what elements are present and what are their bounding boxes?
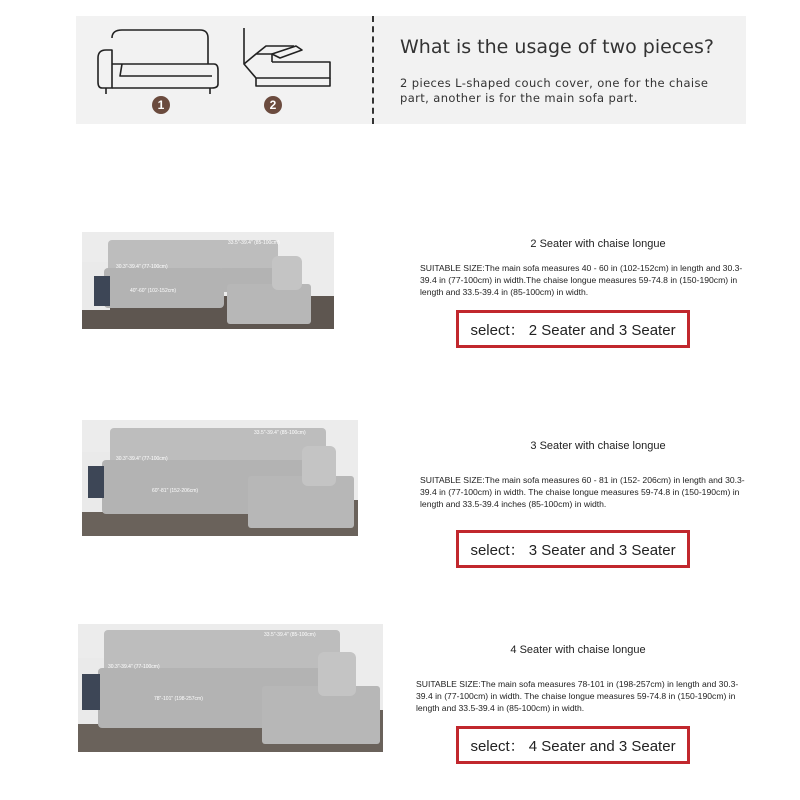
row-desc-4-seater: SUITABLE SIZE:The main sofa measures 78-101 in (198-257cm) in length and 30.3-39.4 in (77-100cm) in width. The chaise longue measures 59-74.8 in (150-190cm) in length and 33.5-39.4 in (85-100cm) in width. xyxy=(416,679,739,713)
depth-label: 30.3"-39.4" (77-100cm) xyxy=(116,456,168,462)
sofa-photo-4-seater xyxy=(78,624,383,752)
dashed-divider xyxy=(372,16,374,124)
usage-banner xyxy=(76,16,746,124)
depth-label: 30.3"-39.4" (77-100cm) xyxy=(108,664,160,670)
select-3-seater-button[interactable]: select： 3 Seater and 3 Seater xyxy=(456,530,690,568)
row-title-3-seater: 3 Seater with chaise longue xyxy=(530,440,666,452)
select-2-seater-button[interactable]: select： 2 Seater and 3 Seater xyxy=(456,310,690,348)
chaise-label: 33.5"-39.4" (85-100cm) xyxy=(228,240,280,246)
chaise-label: 33.5"-39.4" (85-100cm) xyxy=(264,632,316,638)
row-desc-2-seater: SUITABLE SIZE:The main sofa measures 40 - 60 in (102-152cm) in length and 30.3-39.4 in (77-100cm) in width.The chaise longue measures 59-74.8 in (150-190cm) in length and 33.5-39.4 in (85-100cm) in width. xyxy=(420,263,743,297)
length-label: 78"-101" (198-257cm) xyxy=(154,696,203,702)
length-label: 60"-81" (152-206cm) xyxy=(152,488,199,494)
depth-label: 30.3"-39.4" (77-100cm) xyxy=(116,264,168,270)
banner-description: 2 pieces L-shaped couch cover, one for the chaise part, another is for the main sofa part. xyxy=(400,76,709,105)
sofa-photo-3-seater xyxy=(82,420,358,536)
chaise-label: 33.5"-39.4" (85-100cm) xyxy=(254,430,306,436)
chaise-line-drawing xyxy=(236,24,336,94)
sofa-photo-2-seater xyxy=(82,232,334,329)
length-label: 40"-60" (102-152cm) xyxy=(130,288,177,294)
row-desc-3-seater: SUITABLE SIZE:The main sofa measures 60 - 81 in (152- 206cm) in length and 30.3-39.4 in (77-100cm) in width. The chaise longue measures 59-74.8 in (150-190cm) in length and 33.5-39.4 inches (85-100cm) in width. xyxy=(420,475,745,509)
row-title-4-seater: 4 Seater with chaise longue xyxy=(510,644,646,656)
banner-title: What is the usage of two pieces? xyxy=(400,36,714,58)
step-badge-1: 1 xyxy=(152,96,170,114)
step-badge-2: 2 xyxy=(264,96,282,114)
select-4-seater-button[interactable]: select： 4 Seater and 3 Seater xyxy=(456,726,690,764)
row-title-2-seater: 2 Seater with chaise longue xyxy=(530,238,666,250)
sofa-line-drawing xyxy=(92,24,220,98)
